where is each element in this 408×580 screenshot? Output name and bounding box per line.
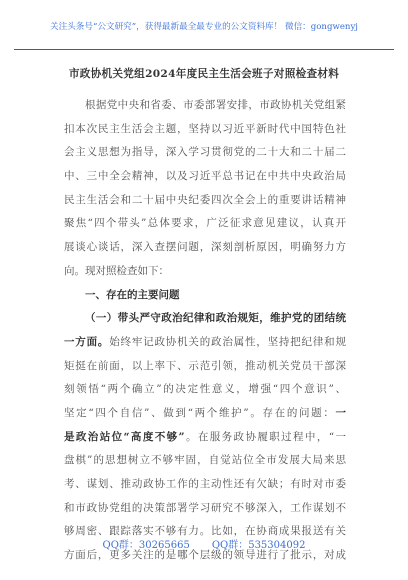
body-line: 是政治站位“高度不够”。在服务政协履职过程中，“一 <box>64 430 346 443</box>
footer-contact <box>0 536 408 551</box>
body-line: 矩挺在前面，以上率下、示范引领，推动机关党员干部深 <box>64 359 346 372</box>
body-line: 方面后，更多关注的是哪个层级的领导进行了批示，对成 <box>64 549 346 562</box>
qq-group-2: QQ群：535304092 <box>211 540 306 551</box>
document-title: 市政协机关党组2024年度民主生活会班子对照检查材料 <box>68 68 340 80</box>
body-line: 会主义思想为指导，深入学习贯彻党的二十大和二十届二 <box>64 146 346 159</box>
body-line: 向。现对照检查如下： <box>64 264 169 277</box>
document-body <box>64 94 346 568</box>
body-line: 刻领悟“两个确立”的决定性意义，增强“四个意识”、 <box>64 383 346 396</box>
body-line: 够周密、跟踪落实不够有力。比如，在协商成果报送有关 <box>64 525 346 538</box>
header-divider <box>14 49 394 50</box>
body-line: 考、谋划、推动政协工作的主动性还有欠缺；有时对市委 <box>64 478 346 490</box>
body-line: 坚定“四个自信”、做到“两个维护”。存在的问题：一 <box>64 406 346 419</box>
body-line: 聚焦“四个带头”总体要求，广泛征求意见建议，认真开 <box>64 217 346 230</box>
body-line: 一方面。始终牢记政协机关的政治属性，坚持把纪律和规 <box>64 335 346 348</box>
header-banner: 关注头条号“公文研究”，获得最新最全最专业的公文资料库！ 微信：gongwenyj <box>50 22 358 32</box>
body-line: 根据党中央和省委、市委部署安排，市政协机关党组紧 <box>85 99 346 111</box>
subsection-heading: （一）带头严守政治纪律和政治规矩，维护党的团结统 <box>85 312 346 325</box>
body-line: 和市政协党组的决策部署学习研究不够深入，工作谋划不 <box>64 501 346 514</box>
body-line: 扣本次民主生活会主题，坚持以习近平新时代中国特色社 <box>64 122 346 135</box>
body-line: 中、三中全会精神，以及习近平总书记在中共中央政治局 <box>64 170 346 183</box>
body-line: 展谈心谈话，深入查摆问题，深刻剖析原因，明确努力方 <box>64 241 346 254</box>
section-heading: 一、存在的主要问题 <box>85 288 180 301</box>
body-line: 民主生活会和二十届中央纪委四次全会上的重要讲话精神 <box>64 193 346 206</box>
body-line: 盘棋”的思想树立不够牢固，自觉站位全市发展大局来思 <box>64 454 346 467</box>
qq-group-1: QQ群：30265665 <box>102 540 190 551</box>
